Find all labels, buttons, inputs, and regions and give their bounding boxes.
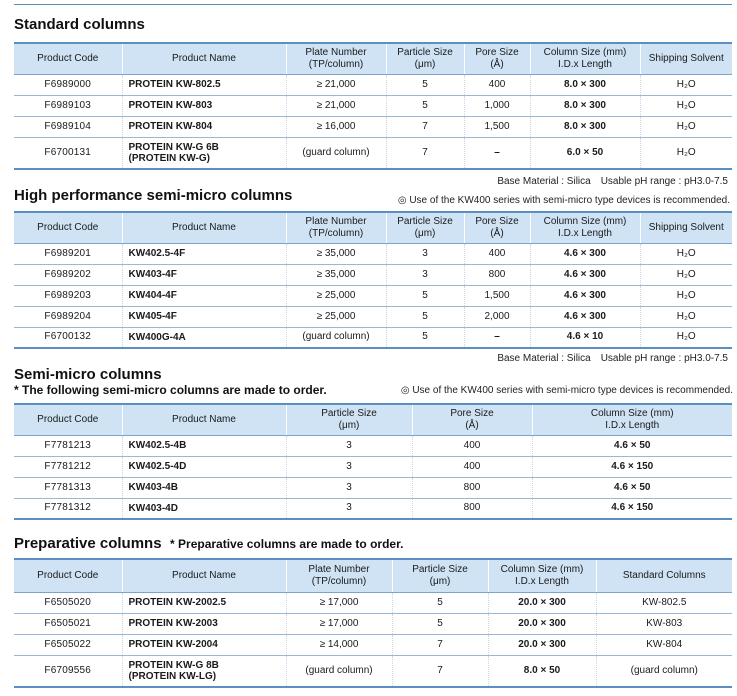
pore-size-cell: 1,000 xyxy=(464,95,530,116)
base-material: Base Material : Silica xyxy=(497,353,591,364)
header-column-size: Column Size (mm) I.D.x Length xyxy=(530,43,640,74)
shipping-solvent-cell: H₂O xyxy=(640,116,732,137)
plate-number-cell: ≥ 25,000 xyxy=(286,285,386,306)
column-size-cell: 20.0 × 300 xyxy=(488,634,596,655)
column-size-cell: 20.0 × 300 xyxy=(488,613,596,634)
plate-number-cell: ≥ 35,000 xyxy=(286,264,386,285)
product-name-cell: PROTEIN KW-G 8B (PROTEIN KW-LG) xyxy=(122,655,286,687)
table-row xyxy=(14,306,732,327)
product-code-cell: F6709556 xyxy=(14,655,122,687)
shipping-solvent-cell: H₂O xyxy=(640,327,732,348)
pore-size-cell: 400 xyxy=(412,435,532,456)
product-code-cell: F6989201 xyxy=(14,243,122,264)
header-pore-size: Pore Size (Å) xyxy=(464,212,530,243)
shipping-solvent-cell: H₂O xyxy=(640,306,732,327)
shipping-solvent-cell: H₂O xyxy=(640,243,732,264)
preparative-title: Preparative columns xyxy=(14,535,162,552)
semi-micro-title: Semi-micro columns xyxy=(14,366,162,383)
header-product-code: Product Code xyxy=(14,212,122,243)
column-size-cell: 4.6 × 150 xyxy=(532,456,732,477)
product-code-cell: F6989103 xyxy=(14,95,122,116)
header-product-code: Product Code xyxy=(14,404,122,435)
pore-size-cell: 1,500 xyxy=(464,116,530,137)
semi-micro-order-note: * The following semi-micro columns are made to order. xyxy=(14,383,327,397)
preparative-table xyxy=(14,558,732,688)
product-name-cell: PROTEIN KW-802.5 xyxy=(122,74,286,95)
header-product-name: Product Name xyxy=(122,43,286,74)
pore-size-cell: – xyxy=(464,327,530,348)
standard-column-cell: KW-802.5 xyxy=(596,592,732,613)
hp-semi-micro-title: High performance semi-micro columns xyxy=(14,187,293,204)
header-pore-size: Pore Size (Å) xyxy=(464,43,530,74)
plate-number-cell: ≥ 16,000 xyxy=(286,116,386,137)
particle-size-cell: 5 xyxy=(386,306,464,327)
table-row xyxy=(14,592,732,613)
column-size-cell: 4.6 × 50 xyxy=(532,435,732,456)
particle-size-cell: 5 xyxy=(386,285,464,306)
product-code-cell: F6989204 xyxy=(14,306,122,327)
plate-number-cell: (guard column) xyxy=(286,327,386,348)
header-product-name: Product Name xyxy=(122,212,286,243)
table-row xyxy=(14,285,732,306)
product-code-cell: F6700132 xyxy=(14,327,122,348)
pore-size-cell: 400 xyxy=(464,243,530,264)
plate-number-cell: ≥ 17,000 xyxy=(286,613,392,634)
product-name-cell: PROTEIN KW-2003 xyxy=(122,613,286,634)
product-name-cell: KW405-4F xyxy=(122,306,286,327)
column-size-cell: 4.6 × 300 xyxy=(530,264,640,285)
particle-size-cell: 3 xyxy=(386,243,464,264)
product-code-cell: F7781213 xyxy=(14,435,122,456)
table-row xyxy=(14,243,732,264)
header-particle-size: Particle Size (μm) xyxy=(386,43,464,74)
plate-number-cell: ≥ 21,000 xyxy=(286,74,386,95)
product-code-cell: F7781212 xyxy=(14,456,122,477)
header-particle-size: Particle Size (μm) xyxy=(392,559,488,592)
hp-semi-micro-note: ◎ Use of the KW400 series with semi-micro type devices is recommended. xyxy=(397,195,730,206)
standard-title: Standard columns xyxy=(14,16,145,33)
table-row xyxy=(14,634,732,655)
standard-table xyxy=(14,42,732,170)
product-name-cell: KW400G-4A xyxy=(122,327,286,348)
column-size-cell: 6.0 × 50 xyxy=(530,137,640,169)
table-row xyxy=(14,327,732,348)
pore-size-cell: 400 xyxy=(412,456,532,477)
plate-number-cell: (guard column) xyxy=(286,137,386,169)
product-name-cell: PROTEIN KW-2004 xyxy=(122,634,286,655)
product-name-cell: KW403-4B xyxy=(122,477,286,498)
header-shipping-solvent: Shipping Solvent xyxy=(640,212,732,243)
plate-number-cell: ≥ 21,000 xyxy=(286,95,386,116)
plate-number-cell: ≥ 35,000 xyxy=(286,243,386,264)
particle-size-cell: 7 xyxy=(392,634,488,655)
particle-size-cell: 5 xyxy=(392,592,488,613)
product-code-cell: F6505020 xyxy=(14,592,122,613)
pore-size-cell: 800 xyxy=(412,498,532,519)
pore-size-cell: 800 xyxy=(464,264,530,285)
table-row xyxy=(14,95,732,116)
semi-micro-table xyxy=(14,403,732,520)
plate-number-cell: ≥ 17,000 xyxy=(286,592,392,613)
header-pore-size: Pore Size (Å) xyxy=(412,404,532,435)
product-code-cell: F6505022 xyxy=(14,634,122,655)
product-code-cell: F7781312 xyxy=(14,498,122,519)
shipping-solvent-cell: H₂O xyxy=(640,285,732,306)
particle-size-cell: 3 xyxy=(286,456,412,477)
hp-semi-micro-table xyxy=(14,211,732,349)
particle-size-cell: 3 xyxy=(386,264,464,285)
header-plate-number: Plate Number (TP/column) xyxy=(286,212,386,243)
plate-number-cell: ≥ 14,000 xyxy=(286,634,392,655)
particle-size-cell: 7 xyxy=(386,116,464,137)
table-row xyxy=(14,137,732,169)
product-code-cell: F7781313 xyxy=(14,477,122,498)
header-product-name: Product Name xyxy=(122,559,286,592)
hp-base-info xyxy=(497,353,728,364)
header-product-code: Product Code xyxy=(14,559,122,592)
header-plate-number: Plate Number (TP/column) xyxy=(286,43,386,74)
product-code-cell: F6989104 xyxy=(14,116,122,137)
particle-size-cell: 3 xyxy=(286,435,412,456)
product-name-cell: KW403-4F xyxy=(122,264,286,285)
column-size-cell: 4.6 × 50 xyxy=(532,477,732,498)
product-name-cell: PROTEIN KW-803 xyxy=(122,95,286,116)
standard-column-cell: KW-804 xyxy=(596,634,732,655)
particle-size-cell: 7 xyxy=(392,655,488,687)
column-size-cell: 4.6 × 300 xyxy=(530,285,640,306)
table-row xyxy=(14,613,732,634)
header-column-size: Column Size (mm) I.D.x Length xyxy=(530,212,640,243)
product-name-cell: KW402.5-4F xyxy=(122,243,286,264)
particle-size-cell: 5 xyxy=(392,613,488,634)
ph-range: Usable pH range : pH3.0-7.5 xyxy=(600,353,728,364)
column-size-cell: 8.0 × 300 xyxy=(530,74,640,95)
column-size-cell: 20.0 × 300 xyxy=(488,592,596,613)
particle-size-cell: 3 xyxy=(286,498,412,519)
product-code-cell: F6989203 xyxy=(14,285,122,306)
column-size-cell: 4.6 × 10 xyxy=(530,327,640,348)
table-row xyxy=(14,498,732,519)
table-row xyxy=(14,74,732,95)
base-material: Base Material : Silica xyxy=(497,176,591,187)
standard-base-info xyxy=(497,176,728,187)
particle-size-cell: 5 xyxy=(386,74,464,95)
product-name-cell: KW402.5-4B xyxy=(122,435,286,456)
header-particle-size: Particle Size (μm) xyxy=(386,212,464,243)
column-size-cell: 8.0 × 300 xyxy=(530,116,640,137)
header-product-name: Product Name xyxy=(122,404,286,435)
header-column-size: Column Size (mm) I.D.x Length xyxy=(488,559,596,592)
product-name-cell: KW402.5-4D xyxy=(122,456,286,477)
header-product-code: Product Code xyxy=(14,43,122,74)
top-rule xyxy=(14,4,732,5)
table-row xyxy=(14,116,732,137)
pore-size-cell: 1,500 xyxy=(464,285,530,306)
standard-column-cell: KW-803 xyxy=(596,613,732,634)
plate-number-cell: (guard column) xyxy=(286,655,392,687)
product-name-cell: PROTEIN KW-G 6B (PROTEIN KW-G) xyxy=(122,137,286,169)
table-row xyxy=(14,655,732,687)
column-size-cell: 4.6 × 300 xyxy=(530,306,640,327)
table-row xyxy=(14,264,732,285)
header-particle-size: Particle Size (μm) xyxy=(286,404,412,435)
product-code-cell: F6700131 xyxy=(14,137,122,169)
table-row xyxy=(14,477,732,498)
shipping-solvent-cell: H₂O xyxy=(640,74,732,95)
shipping-solvent-cell: H₂O xyxy=(640,137,732,169)
column-size-cell: 4.6 × 150 xyxy=(532,498,732,519)
particle-size-cell: 3 xyxy=(286,477,412,498)
pore-size-cell: – xyxy=(464,137,530,169)
pore-size-cell: 800 xyxy=(412,477,532,498)
shipping-solvent-cell: H₂O xyxy=(640,95,732,116)
header-column-size: Column Size (mm) I.D.x Length xyxy=(532,404,732,435)
ph-range: Usable pH range : pH3.0-7.5 xyxy=(600,176,728,187)
particle-size-cell: 5 xyxy=(386,327,464,348)
table-row xyxy=(14,435,732,456)
header-standard-columns: Standard Columns xyxy=(596,559,732,592)
particle-size-cell: 7 xyxy=(386,137,464,169)
product-code-cell: F6989000 xyxy=(14,74,122,95)
product-name-cell: PROTEIN KW-804 xyxy=(122,116,286,137)
product-name-cell: KW403-4D xyxy=(122,498,286,519)
shipping-solvent-cell: H₂O xyxy=(640,264,732,285)
semi-micro-note: ◎ Use of the KW400 series with semi-micro type devices is recommended. xyxy=(400,385,733,396)
preparative-heading xyxy=(14,535,403,553)
plate-number-cell: ≥ 25,000 xyxy=(286,306,386,327)
product-name-cell: KW404-4F xyxy=(122,285,286,306)
column-size-cell: 8.0 × 50 xyxy=(488,655,596,687)
product-code-cell: F6989202 xyxy=(14,264,122,285)
product-code-cell: F6505021 xyxy=(14,613,122,634)
header-shipping-solvent: Shipping Solvent xyxy=(640,43,732,74)
preparative-order-note: * Preparative columns are made to order. xyxy=(170,537,404,551)
particle-size-cell: 5 xyxy=(386,95,464,116)
column-size-cell: 8.0 × 300 xyxy=(530,95,640,116)
column-size-cell: 4.6 × 300 xyxy=(530,243,640,264)
standard-column-cell: (guard column) xyxy=(596,655,732,687)
product-name-cell: PROTEIN KW-2002.5 xyxy=(122,592,286,613)
pore-size-cell: 400 xyxy=(464,74,530,95)
table-row xyxy=(14,456,732,477)
header-plate-number: Plate Number (TP/column) xyxy=(286,559,392,592)
pore-size-cell: 2,000 xyxy=(464,306,530,327)
